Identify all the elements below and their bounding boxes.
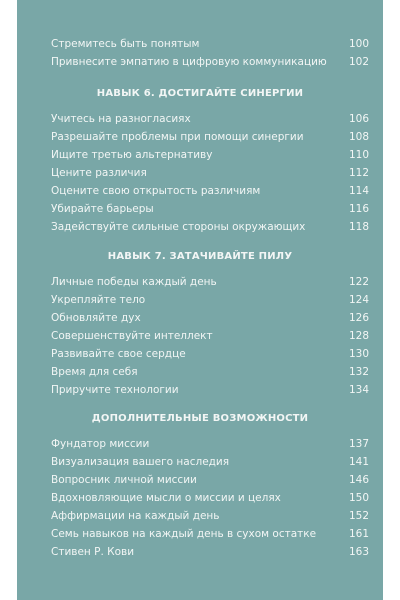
toc-entry-title: Вдохновляющие мысли о миссии и целях: [51, 492, 281, 504]
toc-entry-title: Развивайте свое сердце: [51, 348, 186, 360]
toc-entry-title: Привнесите эмпатию в цифровую коммуникацию: [51, 56, 327, 68]
toc-entry: [51, 527, 369, 541]
toc-entry: [51, 455, 369, 469]
toc-entry-title: Приручите технологии: [51, 384, 179, 396]
toc-entry-page: 112: [348, 167, 369, 179]
toc-entry-title: Стремитесь быть понятым: [51, 38, 200, 50]
toc-entry: [51, 55, 369, 69]
toc-entry-title: Цените различия: [51, 167, 147, 179]
toc-entry-page: 152: [348, 510, 369, 522]
toc-entry-page: 163: [348, 546, 369, 558]
toc-entry: [51, 166, 369, 180]
toc-entry-page: 102: [348, 56, 369, 68]
toc-entry: [51, 491, 369, 505]
toc-entry-title: Задействуйте сильные стороны окружающих: [51, 221, 306, 233]
toc-entry-title: Ищите третью альтернативу: [51, 149, 213, 161]
toc-entry-page: 116: [348, 203, 369, 215]
toc-entry: [51, 437, 369, 451]
toc-entry: [51, 148, 369, 162]
toc-entry: [51, 329, 369, 343]
toc-entry-page: 150: [348, 492, 369, 504]
toc-entry-page: 132: [348, 366, 369, 378]
toc-entry-page: 130: [348, 348, 369, 360]
toc-entry-page: 122: [348, 276, 369, 288]
toc-entry-page: 141: [348, 456, 369, 468]
toc-entry-title: Семь навыков на каждый день в сухом остатке: [51, 528, 317, 540]
toc-entry-title: Разрешайте проблемы при помощи синергии: [51, 131, 304, 143]
toc-entry: [51, 509, 369, 523]
toc-entry-title: Оцените свою открытость различиям: [51, 185, 261, 197]
toc-entry-title: Укрепляйте тело: [51, 294, 146, 306]
toc-entry: [51, 311, 369, 325]
toc-entry-title: Личные победы каждый день: [51, 276, 217, 288]
toc-entry: [51, 473, 369, 487]
toc-entry-title: Фундатор миссии: [51, 438, 150, 450]
section-heading: НАВЫК 6. ДОСТИГАЙТЕ СИНЕРГИИ: [96, 88, 304, 99]
toc-entry-page: 128: [348, 330, 369, 342]
toc-entry: [51, 37, 369, 51]
toc-entry-page: 124: [348, 294, 369, 306]
contents-page: [17, 0, 383, 600]
toc-entry-page: 126: [348, 312, 369, 324]
toc-entry: [51, 220, 369, 234]
toc-entry-title: Совершенствуйте интеллект: [51, 330, 213, 342]
toc-entry-title: Аффирмации на каждый день: [51, 510, 220, 522]
toc-entry-title: Вопросник личной миссии: [51, 474, 197, 486]
toc-entry-page: 106: [348, 113, 369, 125]
section-heading: НАВЫК 7. ЗАТАЧИВАЙТЕ ПИЛУ: [107, 251, 293, 262]
toc-entry: [51, 112, 369, 126]
toc-entry: [51, 365, 369, 379]
toc-entry: [51, 293, 369, 307]
toc-entry-page: 100: [348, 38, 369, 50]
toc-entry-title: Визуализация вашего наследия: [51, 456, 230, 468]
toc-entry: [51, 383, 369, 397]
toc-entry-page: 161: [348, 528, 369, 540]
toc-entry-title: Учитесь на разногласиях: [51, 113, 191, 125]
toc-entry: [51, 130, 369, 144]
toc-entry: [51, 275, 369, 289]
toc-entry-title: Убирайте барьеры: [51, 203, 154, 215]
toc-entry-page: 137: [348, 438, 369, 450]
section-heading: ДОПОЛНИТЕЛЬНЫЕ ВОЗМОЖНОСТИ: [91, 413, 309, 424]
toc-entry-page: 108: [348, 131, 369, 143]
toc-entry: [51, 545, 369, 559]
toc-entry-page: 114: [348, 185, 369, 197]
toc-entry: [51, 347, 369, 361]
toc-entry-title: Время для себя: [51, 366, 138, 378]
toc-entry: [51, 184, 369, 198]
toc-entry: [51, 202, 369, 216]
toc-entry-page: 146: [348, 474, 369, 486]
toc-entry-page: 118: [348, 221, 369, 233]
toc-entry-page: 110: [348, 149, 369, 161]
toc-entry-title: Обновляйте дух: [51, 312, 141, 324]
toc-entry-title: Стивен Р. Кови: [51, 546, 135, 558]
toc-entry-page: 134: [348, 384, 369, 396]
